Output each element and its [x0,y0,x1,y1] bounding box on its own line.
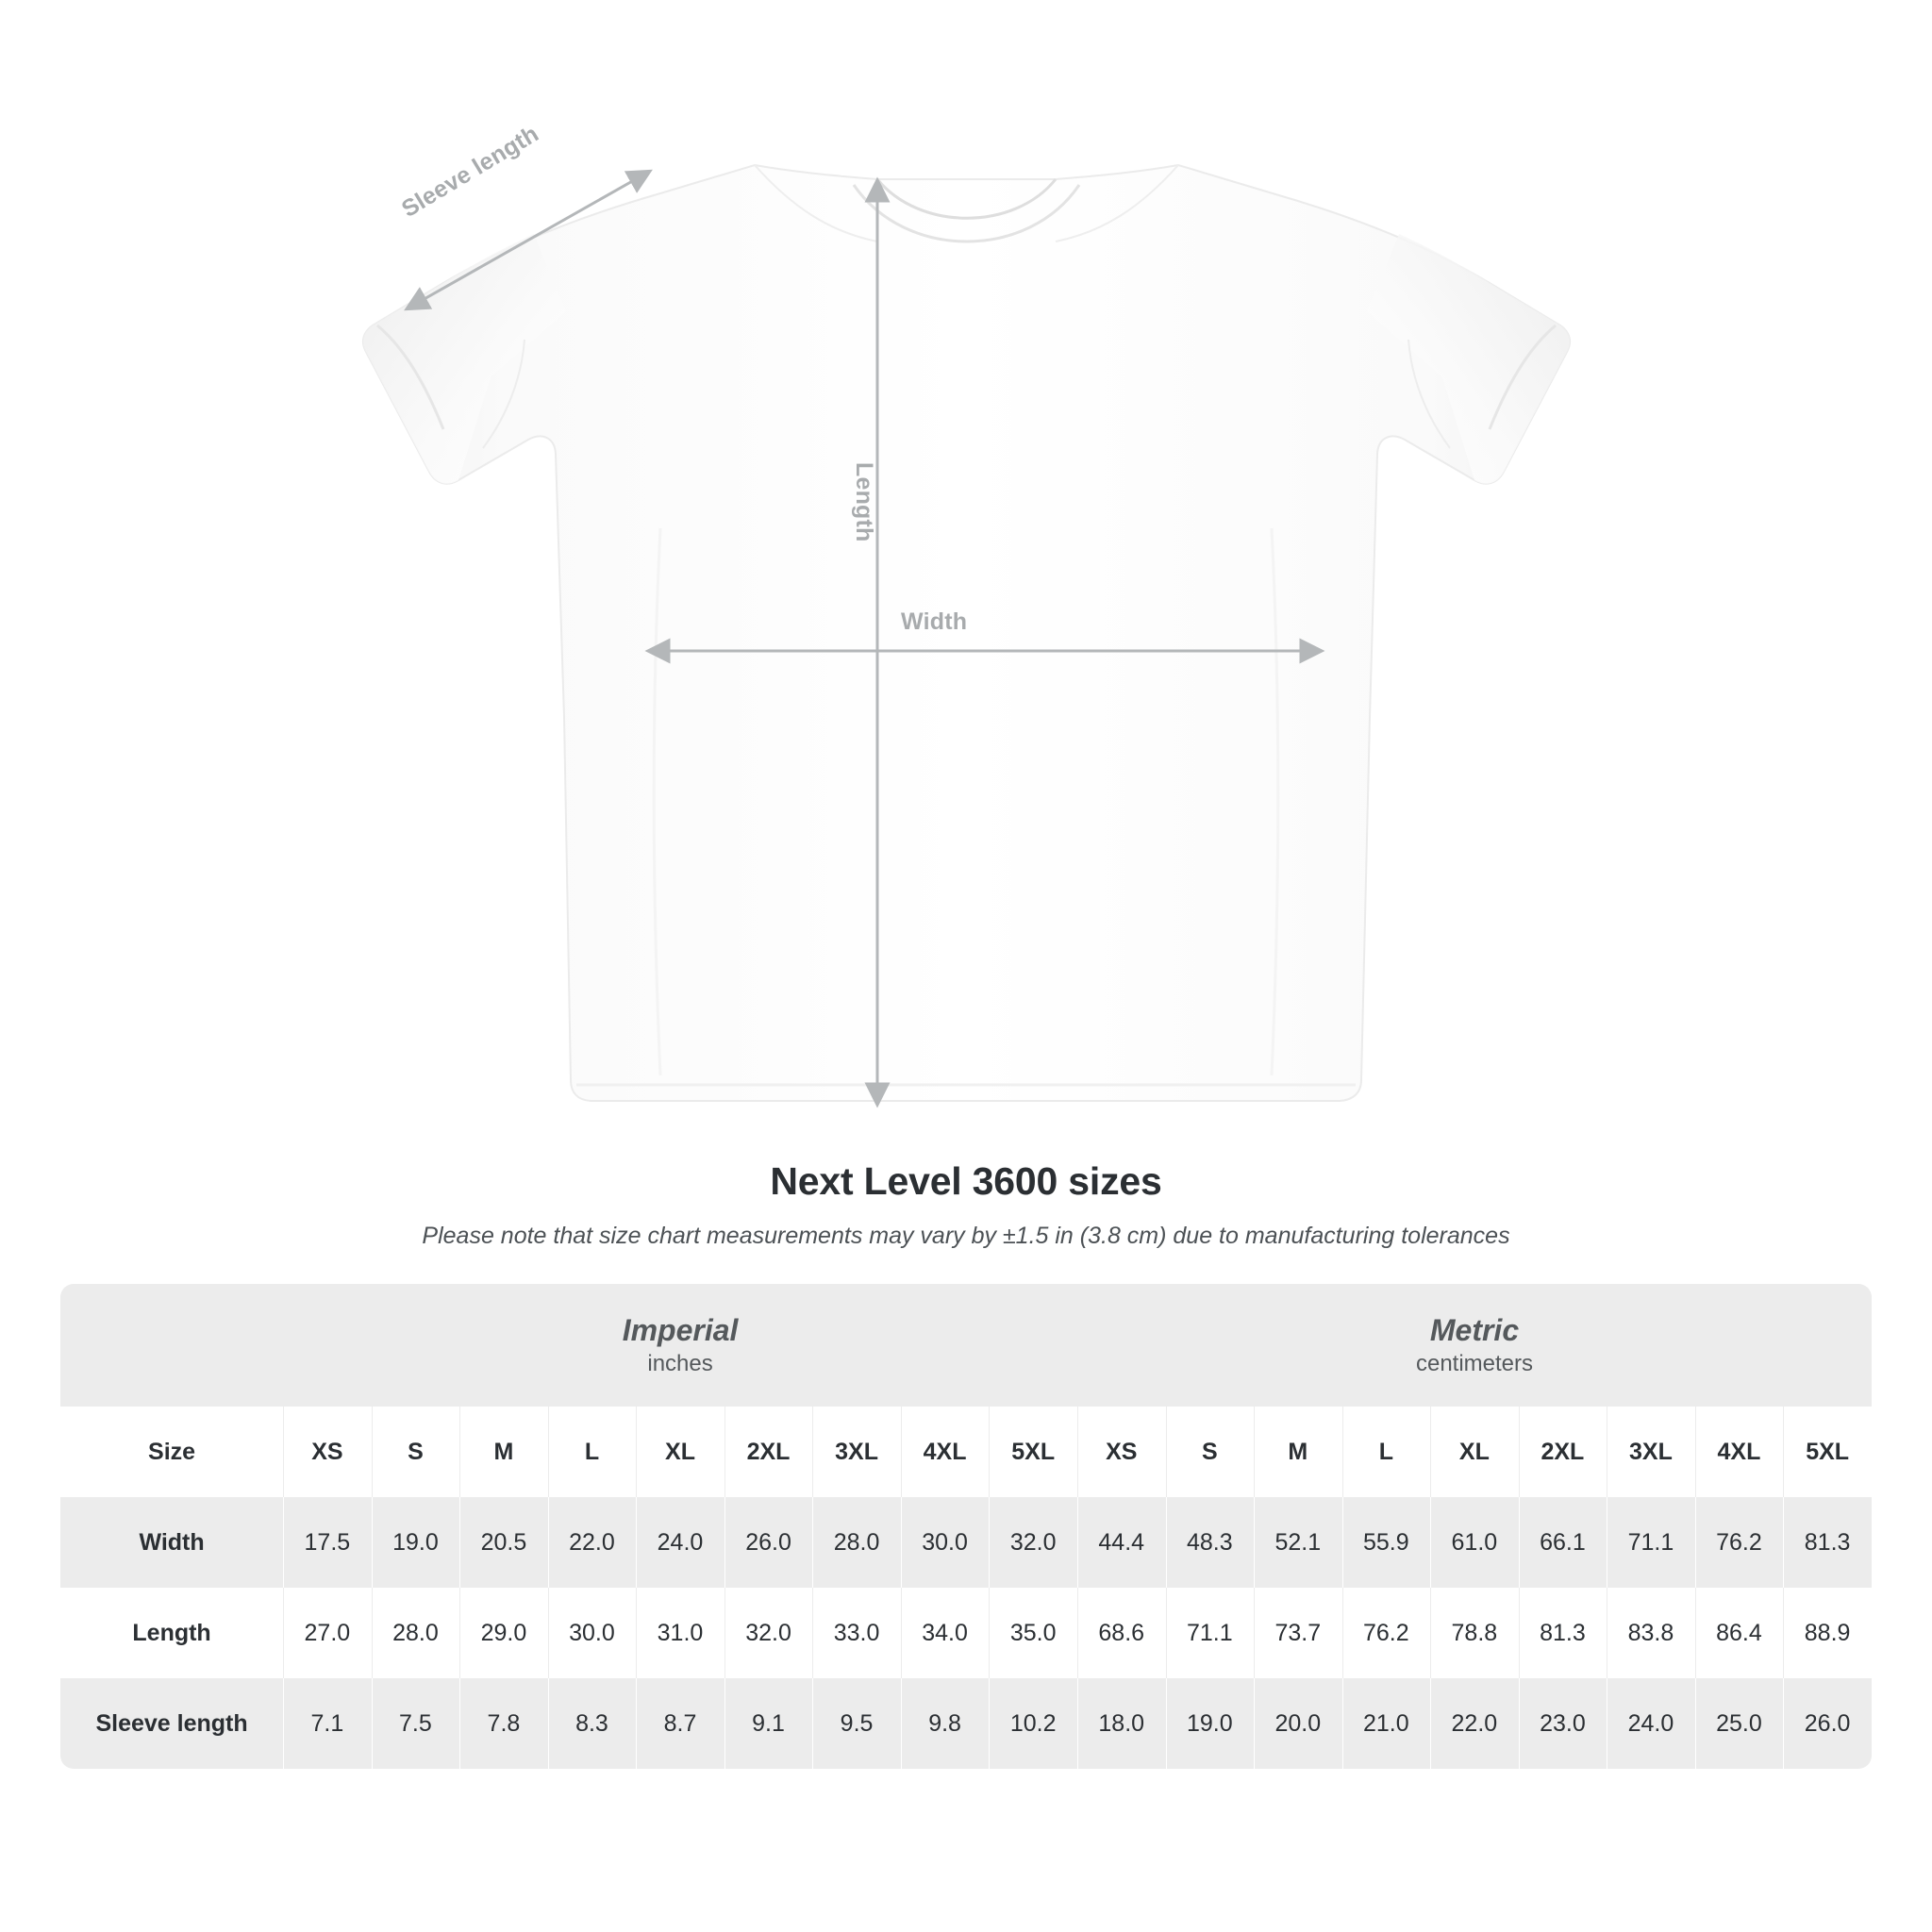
value-cell: 81.3 [1783,1497,1872,1588]
value-cell: 7.8 [459,1678,548,1769]
value-cell: 9.1 [724,1678,813,1769]
sleeve-length-label: Sleeve length [397,120,543,224]
value-cell: 21.0 [1342,1678,1431,1769]
value-cell: 24.0 [636,1497,724,1588]
value-cell: 48.3 [1166,1497,1255,1588]
row-label-width: Width [60,1497,283,1588]
value-cell: 86.4 [1695,1588,1784,1678]
size-cell: XL [1430,1407,1519,1497]
tolerance-note: Please note that size chart measurements may vary by ±1.5 in (3.8 cm) due to manufacturing tolerances [422,1223,1510,1249]
value-cell: 71.1 [1607,1497,1695,1588]
title-block [0,1159,1932,1250]
value-cell: 10.2 [989,1678,1077,1769]
value-cell: 76.2 [1695,1497,1784,1588]
size-cell: 2XL [724,1407,813,1497]
value-cell: 81.3 [1519,1588,1607,1678]
value-cell: 78.8 [1430,1588,1519,1678]
value-cell: 73.7 [1254,1588,1342,1678]
unit-metric-name: Metric [1429,1312,1520,1347]
value-cell: 76.2 [1342,1588,1431,1678]
unit-imperial-sub: inches [647,1350,713,1376]
size-cell: 3XL [1607,1407,1695,1497]
value-cell: 52.1 [1254,1497,1342,1588]
row-label-sleeve-length: Sleeve length [60,1678,283,1769]
value-cell: 35.0 [989,1588,1077,1678]
value-cell: 17.5 [283,1497,372,1588]
value-cell: 8.7 [636,1678,724,1769]
size-cell: 2XL [1519,1407,1607,1497]
size-table [60,1284,1872,1769]
unit-header-spacer [60,1284,283,1407]
value-cell: 7.5 [372,1678,460,1769]
unit-metric-sub: centimeters [1415,1350,1534,1376]
page-title: Next Level 3600 sizes [770,1159,1162,1203]
value-cell: 30.0 [548,1588,637,1678]
unit-imperial-name: Imperial [622,1312,739,1347]
value-cell: 25.0 [1695,1678,1784,1769]
size-cell: S [1166,1407,1255,1497]
value-cell: 26.0 [1783,1678,1872,1769]
row-label-length: Length [60,1588,283,1678]
value-cell: 26.0 [724,1497,813,1588]
value-cell: 28.0 [372,1588,460,1678]
value-cell: 30.0 [901,1497,990,1588]
value-cell: 22.0 [548,1497,637,1588]
size-cell: XL [636,1407,724,1497]
value-cell: 22.0 [1430,1678,1519,1769]
table-row-sleeve-length [60,1678,1872,1769]
size-cell: 4XL [901,1407,990,1497]
size-cell: 4XL [1695,1407,1784,1497]
width-label: Width [901,608,968,635]
size-cell: 5XL [1783,1407,1872,1497]
value-cell: 55.9 [1342,1497,1431,1588]
value-cell: 27.0 [283,1588,372,1678]
value-cell: 20.5 [459,1497,548,1588]
value-cell: 31.0 [636,1588,724,1678]
value-cell: 34.0 [901,1588,990,1678]
value-cell: 18.0 [1077,1678,1166,1769]
unit-header-row [60,1284,1872,1407]
value-cell: 33.0 [812,1588,901,1678]
value-cell: 71.1 [1166,1588,1255,1678]
size-cell: S [372,1407,460,1497]
value-cell: 66.1 [1519,1497,1607,1588]
length-label: Length [851,462,877,542]
value-cell: 9.8 [901,1678,990,1769]
unit-group-imperial [283,1284,1077,1407]
size-cell: 3XL [812,1407,901,1497]
value-cell: 61.0 [1430,1497,1519,1588]
table-row-length [60,1588,1872,1678]
value-cell: 19.0 [1166,1678,1255,1769]
value-cell: 20.0 [1254,1678,1342,1769]
value-cell: 32.0 [989,1497,1077,1588]
size-cell: XS [283,1407,372,1497]
size-cell: M [459,1407,548,1497]
value-cell: 9.5 [812,1678,901,1769]
value-cell: 44.4 [1077,1497,1166,1588]
value-cell: 83.8 [1607,1588,1695,1678]
size-cell: XS [1077,1407,1166,1497]
table-row-size [60,1407,1872,1497]
size-cell: 5XL [989,1407,1077,1497]
value-cell: 32.0 [724,1588,813,1678]
unit-group-metric [1077,1284,1872,1407]
value-cell: 68.6 [1077,1588,1166,1678]
value-cell: 29.0 [459,1588,548,1678]
size-cell: L [1342,1407,1431,1497]
value-cell: 7.1 [283,1678,372,1769]
value-cell: 23.0 [1519,1678,1607,1769]
row-label-size: Size [60,1407,283,1497]
size-cell: M [1254,1407,1342,1497]
table-row-width [60,1497,1872,1588]
value-cell: 19.0 [372,1497,460,1588]
size-cell: L [548,1407,637,1497]
value-cell: 28.0 [812,1497,901,1588]
value-cell: 88.9 [1783,1588,1872,1678]
value-cell: 8.3 [548,1678,637,1769]
value-cell: 24.0 [1607,1678,1695,1769]
size-table-wrapper [60,1284,1872,1769]
